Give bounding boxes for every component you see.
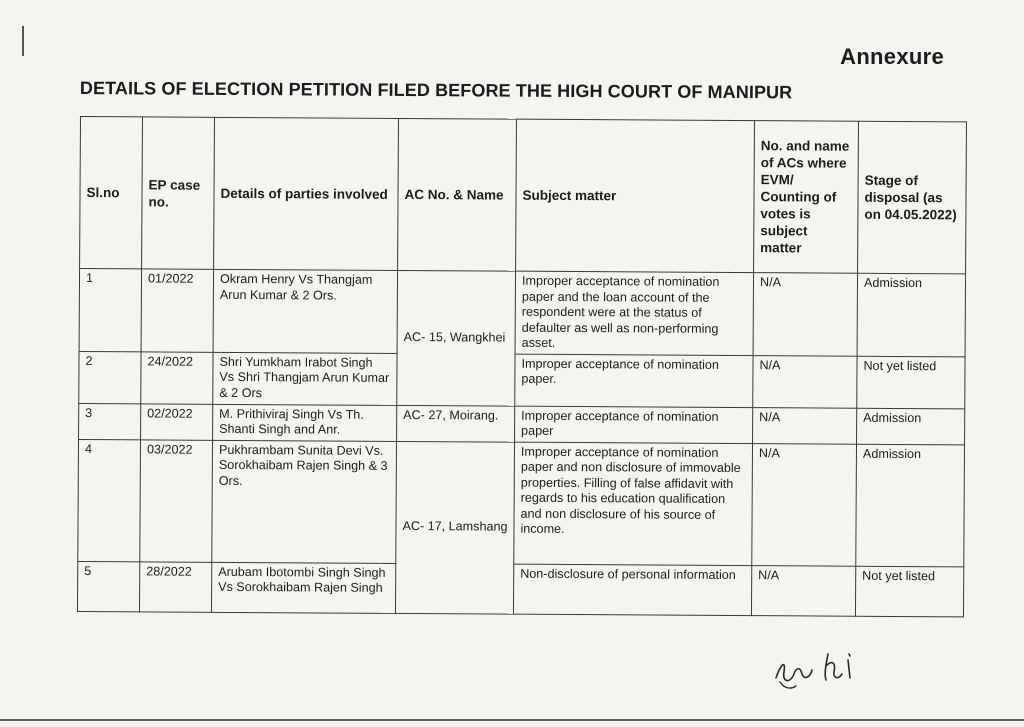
cell-subject: Improper acceptance of nomination paper and non disclosure of immovable properties. Filling of false affidavit with regards to his education qualification and non disclosure of his source of income. [514, 442, 753, 565]
cell-acs-evm: N/A [753, 273, 858, 356]
annexure-label: Annexure [840, 44, 944, 69]
cell-parties: M. Prithiviraj Singh Vs Th. Shanti Singh and Anr. [213, 404, 397, 441]
header-acs-evm: No. and name of ACs where EVM/ Counting of votes is subject matter [754, 121, 859, 274]
cell-slno: 2 [79, 351, 141, 403]
cell-acs-evm: N/A [753, 407, 857, 444]
cell-ep-case: 24/2022 [141, 351, 213, 403]
table-row [77, 561, 963, 616]
header-subject: Subject matter [516, 119, 755, 272]
cell-ac-moirang: AC- 27, Moirang. [397, 405, 515, 442]
cell-ep-case: 28/2022 [139, 561, 211, 611]
header-ac: AC No. & Name [398, 118, 517, 271]
cell-slno: 5 [77, 561, 139, 611]
signature-mark [770, 648, 870, 692]
header-parties: Details of parties involved [214, 117, 399, 270]
cell-subject: Improper acceptance of nomination paper. [515, 354, 753, 407]
cell-parties: Pukhrambam Sunita Devi Vs. Sorokhaibam Rajen Singh & 3 Ors. [212, 440, 397, 563]
cell-parties: Shri Yumkham Irabot Singh Vs Shri Thangjam Arun Kumar & 2 Ors [213, 352, 397, 405]
cell-stage: Not yet listed [857, 356, 965, 409]
cell-subject: Improper acceptance of nomination paper and the loan account of the respondent were at the status of defaulter as well as non-performing asset. [515, 271, 753, 355]
table-header-row [80, 117, 967, 274]
scan-bottom-edge [0, 719, 1024, 721]
cell-acs-evm: N/A [751, 565, 855, 616]
cell-acs-evm: N/A [752, 443, 857, 566]
cell-ep-case: 01/2022 [141, 269, 214, 352]
cell-ep-case: 03/2022 [140, 439, 213, 561]
document-title: DETAILS OF ELECTION PETITION FILED BEFORE THE HIGH COURT OF MANIPUR [79, 78, 793, 103]
cell-parties: Arubam Ibotombi Singh Singh Vs Sorokhaibam Rajen Singh [211, 562, 395, 613]
table-row [79, 269, 965, 357]
cell-stage: Admission [857, 273, 966, 356]
cell-ep-case: 02/2022 [141, 403, 213, 439]
cell-acs-evm: N/A [753, 355, 857, 408]
cell-stage: Not yet listed [855, 566, 963, 617]
header-stage: Stage of disposal (as on 04.05.2022) [858, 121, 967, 274]
table-row [79, 403, 965, 444]
cell-slno: 1 [79, 269, 142, 352]
cell-subject: Improper acceptance of nomination paper [515, 406, 753, 443]
cell-stage: Admission [856, 444, 965, 567]
election-petitions-table [77, 116, 967, 617]
header-ep-case: EP case no. [142, 117, 215, 269]
cell-slno: 4 [78, 439, 141, 561]
cell-subject: Non-disclosure of personal information [513, 564, 751, 615]
cell-stage: Admission [857, 408, 965, 445]
margin-mark [22, 26, 24, 56]
cell-ac-wangkhei: AC- 15, Wangkhei [397, 270, 516, 405]
cell-parties: Okram Henry Vs Thangjam Arun Kumar & 2 Ors. [213, 269, 398, 353]
table-row [79, 351, 965, 408]
table-row [78, 439, 965, 566]
header-slno: Sl.no [80, 117, 143, 269]
cell-ac-lamshang: AC- 17, Lamshang [395, 441, 514, 614]
cell-slno: 3 [79, 403, 141, 439]
